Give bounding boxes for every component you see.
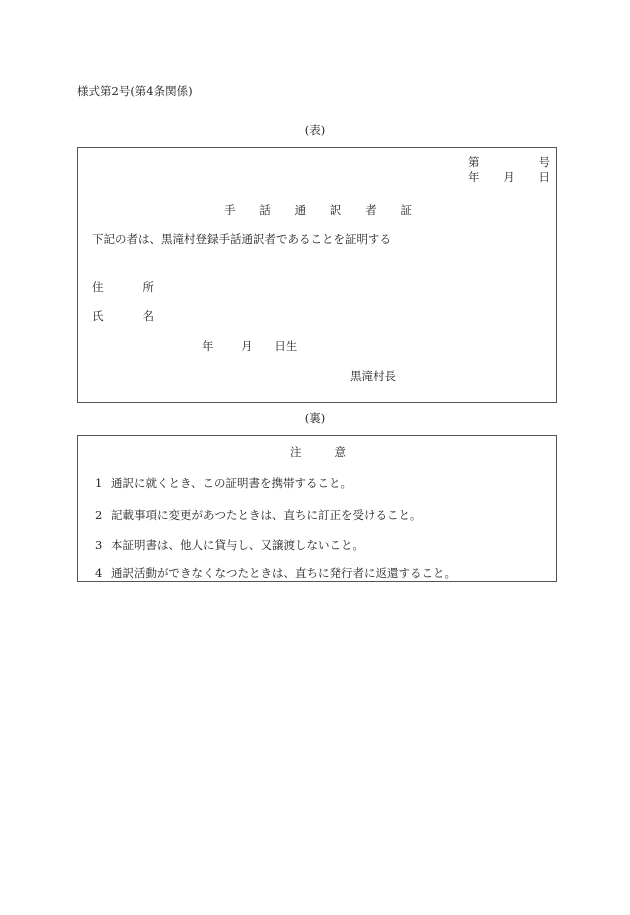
issuer-name: 黒滝村長 [350,369,396,383]
name-label-char: 名 [142,309,154,323]
notice-item [95,568,456,580]
address-label-char: 所 [142,280,154,294]
back-side-label: (裏) [304,411,326,425]
notice-item [95,540,364,552]
form-number: 様式第2号(第4条関係) [77,84,193,98]
title-char: 証 [400,203,412,217]
certificate-title [224,205,412,217]
birth-day-label: 日生 [274,339,298,353]
issue-date-line [468,172,550,184]
notice-item-number: 1 [95,476,103,490]
certificate-front [77,147,557,403]
notice-item-text: 記載事項に変更があつたときは、直ちに訂正を受けること。 [111,508,422,522]
title-char: 訳 [329,203,342,217]
birth-year-label: 年 [202,339,214,353]
issue-month-label: 月 [503,170,515,184]
notice-title [290,447,346,459]
title-char: 者 [365,203,377,217]
name-label-char: 氏 [92,309,104,323]
notice-item [95,510,422,522]
certificate-back [77,435,557,582]
notice-item-number: 2 [95,508,103,522]
notice-item-text: 通訳活動ができなくなつたときは、直ちに発行者に返還すること。 [111,566,456,580]
number-suffix: 号 [538,155,550,169]
title-char: 通 [294,203,307,217]
number-prefix: 第 [468,155,480,169]
address-label-char: 住 [92,280,104,294]
notice-item [95,478,352,490]
title-char: 手 [224,203,236,217]
notice-item-number: 4 [95,566,103,580]
notice-title-char: 意 [334,445,346,459]
birth-date-line [202,341,297,353]
front-side-label: (表) [304,123,326,137]
notice-item-text: 本証明書は、他人に貸与し、又譲渡しないこと。 [111,538,364,552]
certification-statement: 下記の者は、黒滝村登録手話通訳者であることを証明する [92,232,391,246]
name-label [92,311,154,323]
notice-item-text: 通訳に就くとき、この証明書を携帯すること。 [111,476,353,490]
issue-day-label: 日 [538,170,550,184]
certificate-number-line [468,157,550,169]
birth-month-label: 月 [241,339,253,353]
address-label [92,282,154,294]
notice-item-number: 3 [95,538,103,552]
title-char: 話 [259,203,271,217]
notice-title-char: 注 [290,445,302,459]
issue-year-label: 年 [468,170,480,184]
